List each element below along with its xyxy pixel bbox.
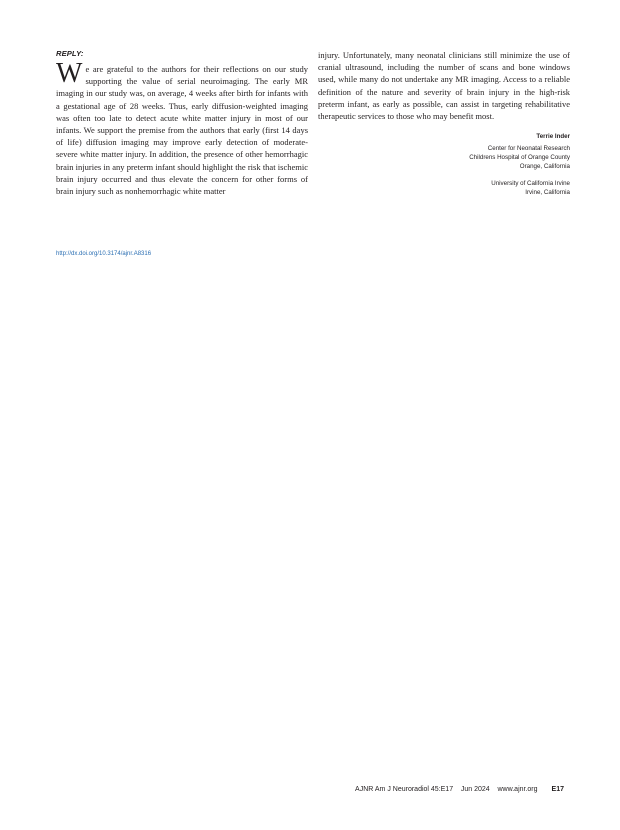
affiliation-1-line-3: Orange, California	[519, 163, 570, 171]
reply-paragraph-left	[56, 58, 308, 197]
reply-heading: REPLY:	[56, 49, 84, 58]
affiliation-1-line-2: Childrens Hospital of Orange County	[469, 154, 570, 162]
affiliation-1-line-1: Center for Neonatal Research	[487, 144, 570, 152]
reply-left-text: e are grateful to the authors for their reflections on our study supporting the value of serial neuroimaging. The early MR imaging in our study was, on average, 4 weeks after birth for infants with a gestational age of 28 weeks. Thus, early diffusion-weighted imaging was often too late to detect acute white matter injury in most of our infants. We support the premise from the authors that early (first 14 days of life) diffusion imaging may improve early detection of moderate-severe white matter injury. In addition, the presence of other hemorrhagic brain injuries in any preterm infant should highlight the risk that ischemic brain injury occurred and thus elevate the concern for other forms of brain injury such as nonhemorrhagic white matter	[56, 64, 308, 197]
author-name: Terrie Inder	[536, 133, 570, 141]
affiliation-2-line-2: Irvine, California	[525, 189, 570, 197]
drop-cap: W	[56, 58, 83, 89]
footer-citation: AJNR Am J Neuroradiol 45:E17 Jun 2024 www.ajnr.org	[355, 786, 538, 793]
author-affiliation-2	[318, 179, 570, 198]
reply-paragraph-right: injury. Unfortunately, many neonatal clinicians still minimize the use of cranial ultrasound, including the number of scans and bone windows used, while many do not undertake any MR imaging. Access to a reliable definition of the nature and severity of brain injury in the high-risk preterm infant, as early as possible, can assist in targeting rehabilitative therapeutic services to those who may benefit most.	[318, 50, 570, 122]
left-column	[56, 49, 308, 197]
right-column	[318, 49, 570, 205]
affiliation-2-line-1: University of California Irvine	[491, 179, 570, 187]
page-number: E17	[551, 786, 564, 793]
author-affiliation-1	[318, 144, 570, 172]
page-footer	[355, 786, 564, 793]
doi-link[interactable]: http://dx.doi.org/10.3174/ajnr.A8316	[56, 251, 152, 257]
